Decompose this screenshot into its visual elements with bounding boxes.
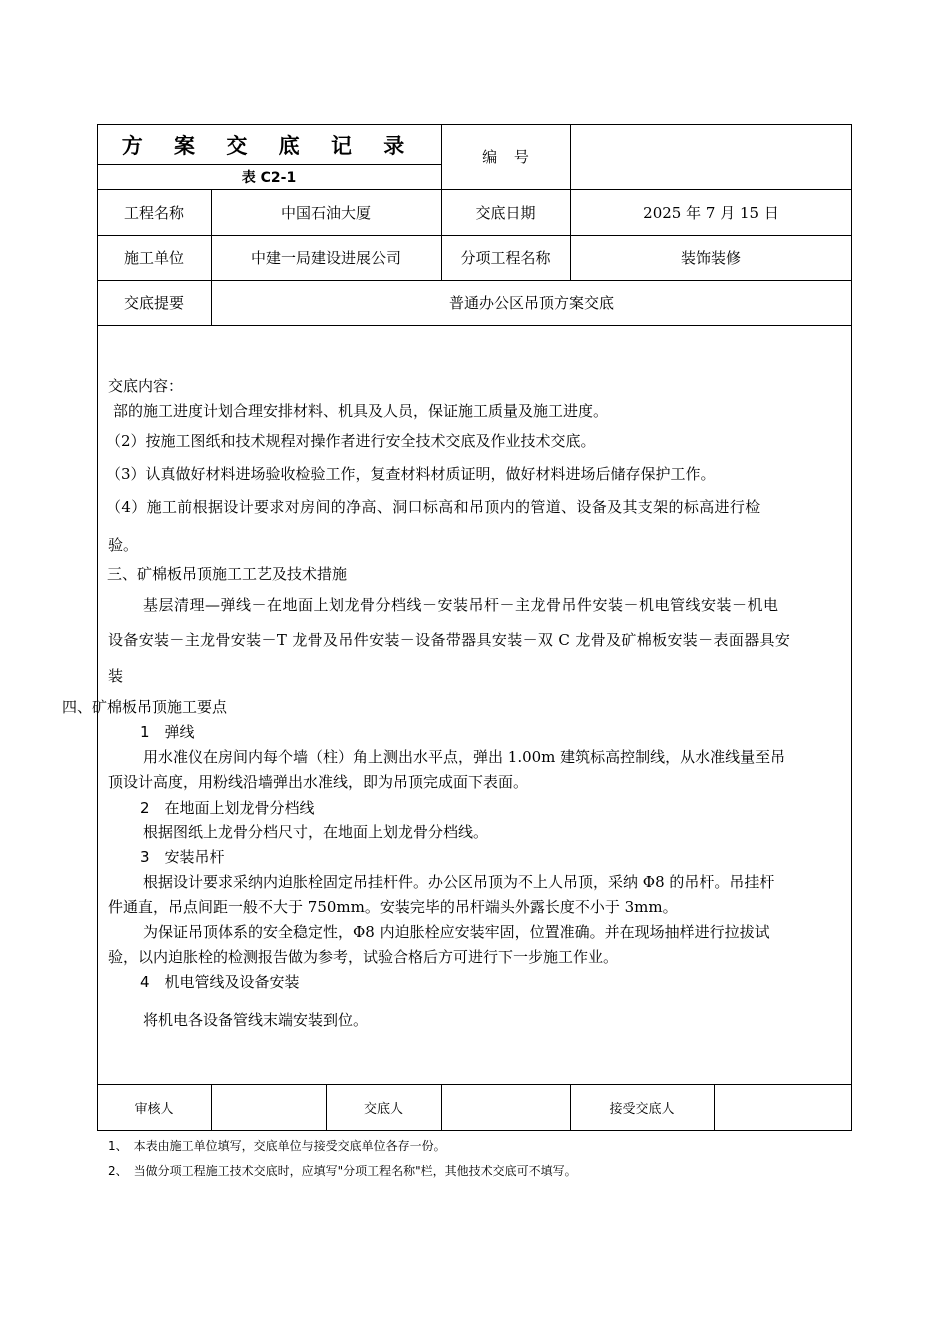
- content-line: 验。: [108, 536, 139, 554]
- subsection-heading: 1 弹线: [140, 723, 195, 741]
- content-heading: 交底内容：: [108, 377, 184, 395]
- content-line: 将机电各设备管线末端安装到位。: [143, 1011, 369, 1029]
- content-line: 部的施工进度计划合理安排材料、机具及人员，保证施工质量及施工进度。: [113, 402, 609, 420]
- content-line: 基层清理—弹线－在地面上划龙骨分档线－安装吊杆－主龙骨吊件安装－机电管线安装－机电: [143, 596, 779, 614]
- project-name-field[interactable]: 中国石油大厦: [280, 203, 371, 222]
- content-line: （3）认真做好材料进场验收检验工作，复查材料材质证明，做好材料进场后储存保护工作。: [106, 465, 716, 483]
- subitem-field[interactable]: 装饰装修: [680, 249, 741, 267]
- discloser-field[interactable]: [441, 1084, 570, 1131]
- footnote: 2、 当做分项工程施工技术交底时，应填写"分项工程名称"栏，其他技术交底可不填写。: [108, 1164, 577, 1178]
- contractor-field[interactable]: 中建一局建设进展公司: [250, 249, 401, 267]
- summary-label: 交底提要: [123, 294, 184, 312]
- form-code: 表 C2-1: [241, 170, 297, 186]
- rule-row-3: [97, 325, 852, 326]
- content-line: 装: [108, 667, 124, 685]
- subsection-heading: 2 在地面上划龙骨分档线: [140, 799, 315, 817]
- subsection-heading: 3 安装吊杆: [140, 848, 225, 866]
- footnote: 1、 本表由施工单位填写，交底单位与接受交底单位各存一份。: [108, 1139, 446, 1153]
- number-field[interactable]: [570, 124, 852, 189]
- content-line: （4）施工前根据设计要求对房间的净高、洞口标高和吊顶内的管道、设备及其支架的标高进行检: [106, 498, 761, 516]
- summary-field[interactable]: 普通办公区吊顶方案交底: [448, 294, 614, 312]
- receiver-field[interactable]: [714, 1084, 852, 1131]
- contractor-label: 施工单位: [123, 249, 184, 267]
- content-line: 根据设计要求采纳内迫胀栓固定吊挂杆件。办公区吊顶为不上人吊顶，采纳 Φ8 的吊杆。吊挂杆: [143, 873, 775, 891]
- subsection-heading: 4 机电管线及设备安装: [140, 973, 300, 991]
- content-line: （2）按施工图纸和技术规程对操作者进行安全技术交底及作业技术交底。: [106, 432, 596, 450]
- content-line: 根据图纸上龙骨分档尺寸，在地面上划龙骨分档线。: [143, 823, 489, 841]
- date-label: 交底日期: [475, 203, 536, 222]
- page-title: 方 案 交 底 记 录: [121, 134, 417, 158]
- section-heading: 三、矿棉板吊顶施工工艺及技术措施: [107, 565, 348, 583]
- receiver-label: 接受交底人: [609, 1102, 675, 1117]
- project-name-label: 工程名称: [123, 203, 184, 222]
- content-line: 设备安装－主龙骨安装－T 龙骨及吊件安装－设备带器具安装－双 C 龙骨及矿棉板安装－表面器具安: [108, 631, 791, 649]
- date-field[interactable]: 2025 年 7 月 15 日: [643, 203, 779, 222]
- subitem-label: 分项工程名称: [460, 249, 551, 267]
- section-heading: 四、矿棉板吊顶施工要点: [62, 698, 228, 716]
- content-line: 件通直，吊点间距一般不大于 750mm。安装完毕的吊杆端头外露长度不小于 3mm。: [108, 898, 678, 916]
- number-label: 编 号: [482, 148, 529, 166]
- reviewer-label: 审核人: [134, 1102, 174, 1117]
- discloser-label: 交底人: [363, 1102, 403, 1117]
- content-line: 用水准仪在房间内每个墙（柱）角上测出水平点，弹出 1.00m 建筑标高控制线，从水准线量至吊: [143, 748, 786, 766]
- content-line: 顶设计高度，用粉线沿墙弹出水准线，即为吊顶完成面下表面。: [108, 773, 529, 791]
- content-line: 验，以内迫胀栓的检测报告做为参考，试验合格后方可进行下一步施工作业。: [108, 948, 619, 966]
- reviewer-field[interactable]: [211, 1084, 326, 1131]
- content-line: 为保证吊顶体系的安全稳定性，Φ8 内迫胀栓应安装牢固，位置准确。并在现场抽样进行拉拔试: [143, 923, 770, 941]
